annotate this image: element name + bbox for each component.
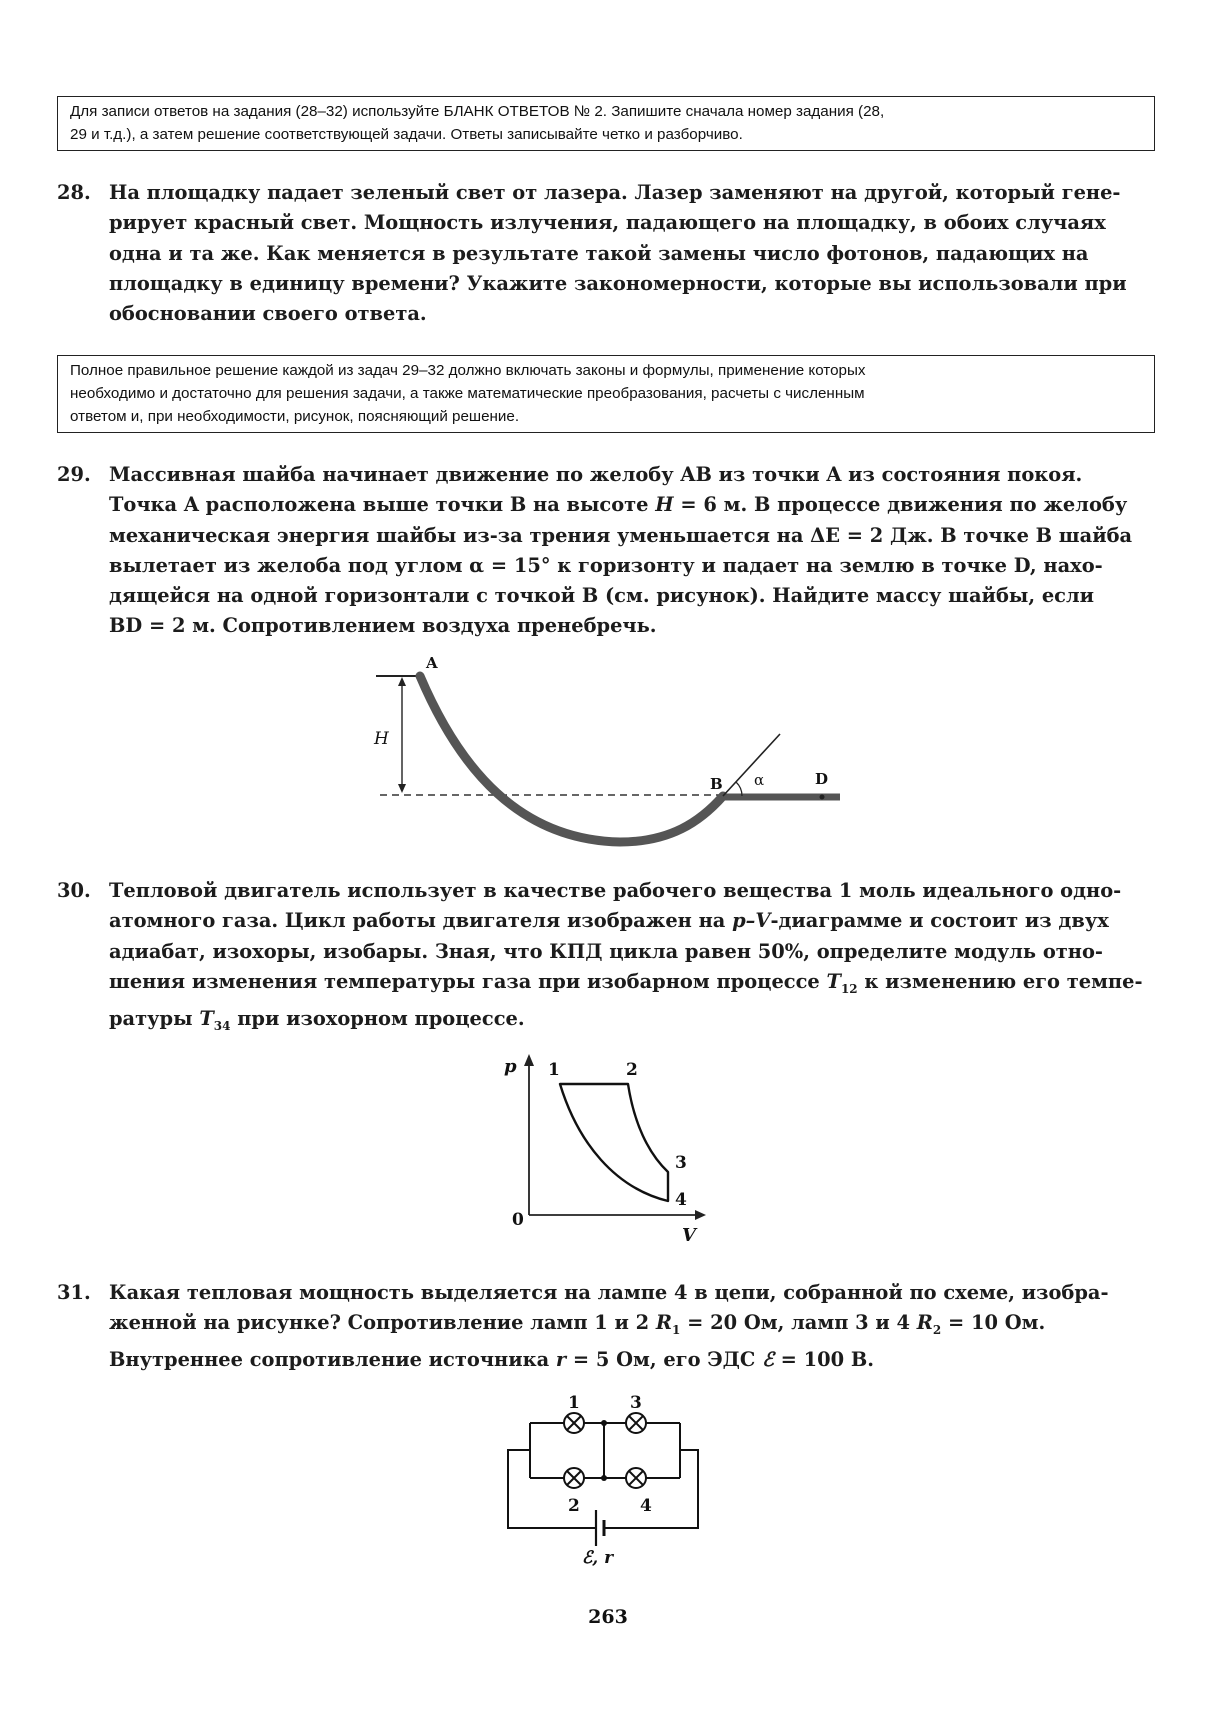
page-number: 263: [588, 1606, 628, 1628]
junction-dot: [601, 1475, 607, 1481]
launch-direction-line: [723, 734, 780, 796]
task-31: [57, 1278, 1155, 1376]
point-4-label: 4: [675, 1190, 687, 1210]
solution-requirements-box: [57, 355, 1155, 433]
outer-wire-left: [508, 1450, 572, 1528]
lamp-2-icon: [564, 1468, 584, 1488]
label-a: A: [426, 654, 438, 672]
text-line: рирует красный свет. Мощность излучения, падающего на площадку, в обоих случаях: [109, 211, 1106, 235]
task-number: 29.: [57, 463, 91, 486]
label-h: H: [374, 729, 389, 749]
label-b: B: [710, 775, 723, 793]
point-2-label: 2: [626, 1060, 638, 1080]
junction-dot: [601, 1420, 607, 1426]
text-line: Какая тепловая мощность выделяется на лампе 4 в цепи, собранной по схеме, изобра-: [109, 1281, 1109, 1304]
lamp-4-label: 4: [640, 1496, 652, 1516]
requirements-line: Полное правильное решение каждой из задач 29–32 должно включать законы и формулы, применение которых: [70, 362, 866, 379]
p-axis-arrow: [524, 1054, 534, 1066]
text-line: Массивная шайба начинает движение по желобу AB из точки A из состояния покоя.: [109, 463, 1083, 486]
point-d-marker: [820, 795, 825, 800]
arrow-head-up: [398, 677, 406, 686]
text-line: шения изменения температуры газа при изобарном процессе $T_{12}$ к изменению его темпе-: [109, 969, 1143, 996]
task-number: 30.: [57, 879, 91, 902]
task-text: [109, 178, 1155, 329]
text-line: дящейся на одной горизонтали с точкой B (см. рисунок). Найдите массу шайбы, если: [109, 584, 1095, 608]
pv-diagram: [500, 1048, 720, 1248]
lamp-2-label: 2: [568, 1496, 580, 1516]
lamp-4-icon: [626, 1468, 646, 1488]
source-label: ℰ, r: [582, 1548, 614, 1568]
text-line: механическая энергия шайбы из-за трения уменьшается на ΔE = 2 Дж. В точке B шайба: [109, 523, 1133, 547]
text-line: На площадку падает зеленый свет от лазера. Лазер заменяют на другой, который гене-: [109, 181, 1121, 204]
task-text: [109, 876, 1155, 1041]
label-alpha: α: [754, 771, 765, 789]
task-text: [109, 1278, 1155, 1376]
task-text: [109, 460, 1155, 642]
text-line: вылетает из желоба под углом α = 15° к горизонту и падает на землю в точке D, нахо-: [109, 553, 1103, 577]
chute-groove: [420, 676, 723, 842]
axis-label-p: p: [504, 1056, 517, 1077]
point-3-label: 3: [675, 1153, 687, 1173]
lamp-3-label: 3: [630, 1393, 642, 1413]
cycle-path: [560, 1084, 668, 1201]
v-axis-arrow: [695, 1210, 706, 1220]
answer-instructions-box: [57, 96, 1155, 151]
chute-figure: [370, 650, 850, 860]
lamp-1-icon: [564, 1413, 584, 1433]
task-number: 31.: [57, 1281, 91, 1304]
origin-label: 0: [512, 1210, 524, 1230]
circuit-diagram: [490, 1380, 730, 1570]
instructions-line: 29 и т.д.), а затем решение соответствующей задачи. Ответы записывайте четко и разборчиво.: [70, 126, 743, 143]
text-line: женной на рисунке? Сопротивление ламп 1 и 2 $R_1 = 20$ Ом, ламп 3 и 4 $R_2 = 10$ Ом.: [109, 1311, 1046, 1338]
arrow-head-down: [398, 784, 406, 793]
text-line: Внутреннее сопротивление источника r = 5 Ом, его ЭДС ℰ = 100 В.: [109, 1348, 874, 1372]
axis-label-v: V: [682, 1225, 696, 1246]
requirements-line: необходимо и достаточно для решения задачи, а также математические преобразования, расчеты с численным: [70, 385, 865, 402]
text-line: атомного газа. Цикл работы двигателя изображен на p–V-диаграмме и состоит из двух: [109, 909, 1109, 933]
label-d: D: [815, 770, 829, 788]
outer-wire-right: [626, 1450, 698, 1528]
task-29: [57, 460, 1155, 642]
task-30: [57, 876, 1155, 1041]
text-line: Тепловой двигатель использует в качестве рабочего вещества 1 моль идеального одно-: [109, 879, 1122, 902]
requirements-line: ответом и, при необходимости, рисунок, поясняющий решение.: [70, 408, 520, 425]
text-line: одна и та же. Как меняется в результате такой замены число фотонов, падающих на: [109, 241, 1089, 265]
lamp-3-icon: [626, 1413, 646, 1433]
text-line: адиабат, изохоры, изобары. Зная, что КПД цикла равен 50%, определите модуль отно-: [109, 939, 1103, 963]
instructions-line: Для записи ответов на задания (28–32) используйте БЛАНК ОТВЕТОВ № 2. Запишите сначала номер задания (28,: [70, 103, 885, 120]
text-line: ратуры $T_{34}$ при изохорном процессе.: [109, 1007, 525, 1033]
task-28: [57, 178, 1155, 329]
text-line: площадку в единицу времени? Укажите закономерности, которые вы использовали при: [109, 271, 1127, 295]
text-line: Точка A расположена выше точки B на высоте H = 6 м. В процессе движения по желобу: [109, 493, 1128, 517]
text-line: BD = 2 м. Сопротивлением воздуха пренебречь.: [109, 614, 657, 638]
task-number: 28.: [57, 181, 91, 204]
point-1-label: 1: [548, 1060, 560, 1080]
text-line: обосновании своего ответа.: [109, 302, 427, 326]
lamp-1-label: 1: [568, 1393, 580, 1413]
